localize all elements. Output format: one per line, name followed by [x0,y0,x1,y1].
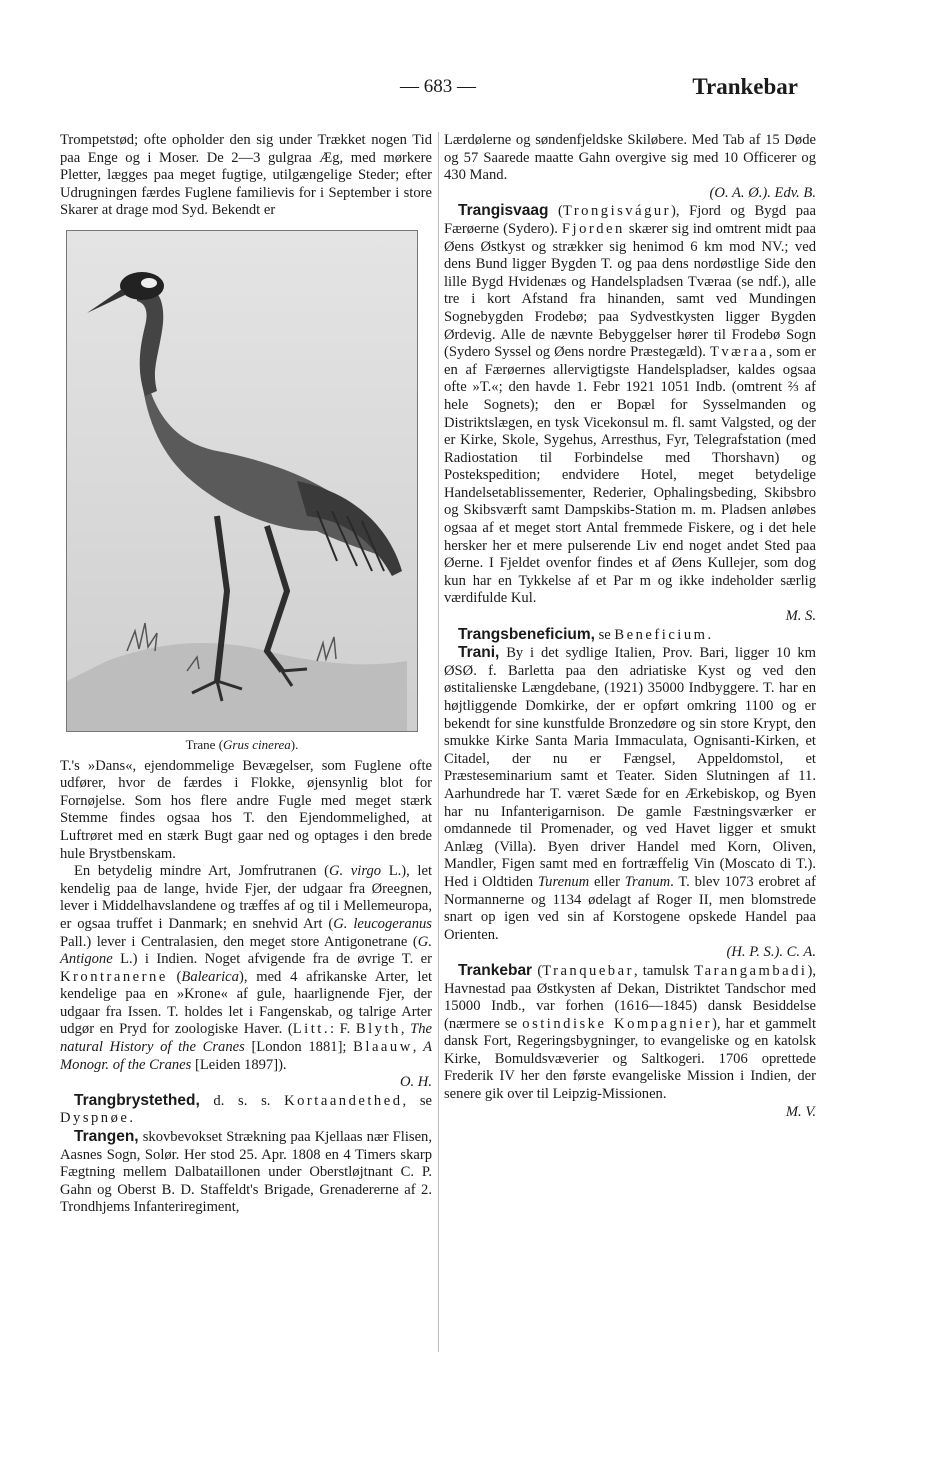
headword: Trangisvaag [458,202,549,220]
signature: M. S. [785,608,816,625]
paragraph: Lærdølerne og søndenfjeldske Skiløbere. Med Tab af 15 Døde og 57 Saarede maatte Gahn overgive sig med 10 Officerer og 430 Mand. [444,132,816,184]
paragraph: Trompetstød; ofte opholder den sig under Trækket nogen Tid paa Enge og i Moser. De 2—3 gulgraa Æg, med mørkere Pletter, lægges paa meget fugtige, utilgængelige Steder; efter Udrugningen færdes Fuglene familievis for i September i store Skarer at drage mod Syd. Bekendt er [60,132,432,219]
figure-caption: Trane (Grus cinerea). [185,736,299,752]
paragraph: T.'s »Dans«, ejendommelige Bevægelser, som Fuglene ofte udfører, hvor de færdes i Flokke, øjensynlig blot for Fornøjelse. Som hos flere andre Fugle med meget stærk Stemme findes ogsaa hos T. den Ejendommelighed, at Luftrøret med en stærk Bugt gaar ned og optages i den brede hule Brystbenskam. [60,757,432,862]
paragraph: En betydelig mindre Art, Jomfrutranen (G. virgo L.), let kendelig paa de lange, hvide Fjer, der udgaar fra Øreegnen, lever i Middelhavslandene og træffes af og til i Mellemeuropa, er ogsaa truffet i Danmark; en snehvid Art (G. leucogeranus Pall.) lever i Centralasien, den meget store Antigonetrane (G. Antigone L.) i Indien. Noget afvigende fra de øvrige T. er Krontranerne (Balearica), med 4 afrikanske Arter, let kendelige paa en »Krone« af gule, haarlignende Fjer, der udgaar fra Issen. T. holdes let i Fangenskab, og talrige Arter udgør en Pryd for zoologiske Haver. (Litt.: F. Blyth, The natural History of the Cranes [London 1881]; Blaauw, A Monogr. of the Cranes [Leiden 1897]). O. H. [60,863,432,1091]
entry-trankebar: Trankebar (Tranquebar, tamulsk Tarangambadi), Havnestad paa Østkysten af Dekan, Distriktet Tandschor med 15000 Indb., var forhen (1616—1845) dansk Besiddelse (nærmere se ostindiske Kompagnier), har et gammelt dansk Fort, Regeringsbygninger, to evangeliske og en katolsk Kirke, Bomuldsvæverier og Saltkogeri. 1706 oprettede Frederik IV her den første evangeliske Mission i Indien, der senere gik over til Leipzig-Missionen. M. V. [444,961,817,1120]
signature: M. V. [785,1103,816,1120]
headword: Trangen, [74,1128,139,1146]
page-number: — 683 — [400,76,476,97]
column-divider [438,132,439,1352]
right-column [444,132,816,1121]
headword: Trangsbeneficium, [458,625,595,643]
left-column [60,132,432,1217]
entry-trangbrystethed: Trangbrystethed, d. s. s. Kortaandethed, se Dyspnøe. [60,1091,432,1127]
running-head: Trankebar [692,74,798,99]
entry-trani: Trani, By i det sydlige Italien, Prov. Bari, ligger 10 km ØSØ. f. Barletta paa den adriatiske Kyst og ved den østitalienske Længdebane, (1921) 35000 Indbyggere. T. har en højtliggende Domkirke, der er opført omkring 1100 og er bekendt for sine kunstfulde Bronzedøre og sin store Krypt, den smukke Kirke Santa Maria Immaculata, Ognisanti-Kirken, et Citadel, der nu er Fængsel, Appeldomstol, et Præsteseminarium samt et Teater. Siden Slutningen af 11. Aarhundrede har T. været Sæde for en Ærkebiskop, og Byen har nu Infanterigarnison. De gamle Fæstningsværker er omdannede til Promenader, og ved Havet ligger et smukt Anlæg (Villa). Byen driver Handel med Korn, Oliven, Mandler, Figen samt med en fortræffelig Vin (Moscato di T.). Hed i Oldtiden Turenum eller Tranum. T. blev 1073 erobret af Normannerne og 1134 ødelagt af Roger II, men blomstrede snart op igen ved sin af Korstogene opskede Handel paa Orienten. (H. P. S.). C. A. [444,644,816,961]
signature: (O. A. Ø.). Edv. B. [709,184,816,201]
signature: O. H. [399,1074,432,1091]
crane-illustration-frame [66,230,418,732]
entry-trangsbeneficium: Trangsbeneficium, se Beneficium. [458,625,712,643]
page-header [60,74,800,104]
crane-illustration [67,231,417,731]
headword: Trangbrystethed, [74,1091,200,1109]
headword: Trankebar [458,961,533,979]
signature: (H. P. S.). C. A. [726,944,816,961]
entry-trangisvaag: Trangisvaag (Trongisvágur), Fjord og Bygd paa Færøerne (Sydero). Fjorden skærer sig ind omtrent midt paa Øens Østkyst og strækker sig henimod 6 km mod NV.; ved dens Bund ligger Bygden T. og paa dens nordøstlige Side den lille Bygd Hvidenæs og Handelspladsen Tværaa (se ndf.), alle tre i kort Afstand fra hinanden, samt ved Mundingen Sognebygden Frodebø; paa Sydvestkysten ligger Bygden Ørdevig. Alle de nævnte Bebyggelser hører til Frodebø Sogn (Sydero Syssel og Øens nordre Præstegæld). Tværaa, som er en af Færøernes allervigtigste Handelspladser, kaldes ogsaa ofte »T.«; den havde 1. Febr 1921 1051 Indb. (omtrent ⅔ af hele Sognets); den er Bopæl for Sysselmanden og Distriktslægen, en tysk Vicekonsul m. fl. samt Valgsted, og der er Kirke, Skole, Sygehus, Arresthus, Fyr, Telegrafstation (med Radiostation til Forbindelse med Thorshavn) og Postekspedition; endvidere Hotel, meget betydelige Handelsetablissementer, Rederier, Ophalingsbeding, Skibsbro og Skibsværft samt Dampskibs-Station m. m. Pladsen anløbes ogsaa af et meget stort Antal fremmede Fiskere, og i det hele hersker her et mere pulserende Liv end noget andet Sted paa Øerne. I Fjeldet ovenfor findes et af Øens Kullejer, som dog kun har en Tykkelse af et Par m og ikke indeholder særlig værdifulde Kul. M. S. [444,202,816,625]
crane-figure [66,230,418,754]
headword: Trani, [458,644,500,662]
entry-trangen: Trangen, skovbevokset Strækning paa Kjellaas nær Flisen, Aasnes Sogn, Solør. Her stod 25. Apr. 1808 en 4 Timers skarp Fægtning mellem Dalbataillonen under Oberstløjtnant C. P. Gahn og Oberst B. D. Staffeldt's Brigade, Grenadererne af 2. Trondhjems Infanteriregiment, [60,1128,432,1216]
